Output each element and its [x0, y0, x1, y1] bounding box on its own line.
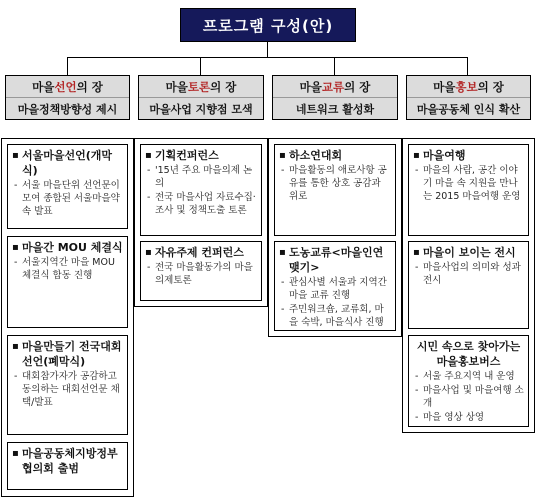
connector-col-2 [200, 57, 201, 75]
program-box [7, 144, 128, 229]
column-declaration [1, 138, 134, 497]
program-detail: - 마을의 사람, 공간 이야기 마을 속 지원을 만나는 2015 마을여행 운영 [413, 164, 524, 203]
program-title: ▪ 하소연대회 [279, 148, 391, 163]
program-detail: - 대회참가자가 공감하고 동의하는 대회선언문 채택/발표 [12, 370, 123, 409]
program-title: 시민 속으로 찾아가는 마을홍보버스 [416, 340, 521, 368]
program-detail: - 마을사업 및 마을여행 소개 [413, 384, 524, 410]
connector-col-4 [467, 57, 468, 75]
column-exchange [268, 138, 402, 337]
program-detail: - 서울 주요지역 내 운영 [413, 370, 524, 383]
column-promotion [402, 138, 535, 433]
program-detail: - 마을활동의 애로사항 공유를 통한 상호 공감과 위로 [279, 164, 391, 203]
program-title: ▪ 마을공동체지방정부 협의회 출범 [12, 446, 123, 476]
program-box [7, 335, 128, 435]
header-subtitle: 마을공동체 인식 확산 [416, 103, 521, 116]
program-title: ▪ 마을간 MOU 체결식 [12, 240, 123, 255]
program-box [408, 335, 529, 427]
program-box [140, 241, 262, 301]
program-title: ▪ 도농교류<마을인연맺기> [279, 245, 391, 275]
program-title: ▪ 마을여행 [413, 148, 524, 163]
header-subtitle: 네트워크 활성화 [295, 103, 375, 116]
program-detail: - '15년 주요 마을의제 논의 [145, 164, 257, 190]
connector-horizontal [67, 57, 468, 58]
program-box [274, 241, 396, 331]
connector-vertical-main [267, 42, 268, 57]
column-discussion [134, 138, 268, 307]
connector-col-1 [67, 57, 68, 75]
program-title: ▪ 기획컨퍼런스 [145, 148, 257, 163]
program-detail: - 주민워크숍, 교류회, 마을 숙박, 마을식사 진행 [279, 303, 391, 329]
program-detail: - 관심사별 서울과 지역간 마을 교류 진행 [279, 276, 391, 302]
program-detail: - 전국 마을사업 자료수집·조사 및 정책도출 토론 [145, 191, 257, 217]
program-detail: - 서울지역간 마을 MOU 체결식 합동 진행 [12, 256, 123, 282]
column-header-promotion [406, 75, 531, 120]
program-box [274, 144, 396, 236]
program-title: ▪ 마을만들기 전국대회 선언(폐막식) [12, 339, 123, 369]
header-subtitle: 마을정책방향성 제시 [17, 103, 118, 116]
header-title: 마을 교류 의 장 [273, 76, 397, 98]
program-box [7, 442, 128, 490]
column-header-discussion [138, 75, 264, 120]
connector-col-3 [334, 57, 335, 75]
program-detail: - 전국 마을활동가의 마을 의제토론 [145, 261, 257, 287]
program-detail: - 서울 마을단위 선언문이 모여 종합된 서울마을약속 발표 [12, 179, 123, 218]
program-title: ▪ 서울마을선언(개막식) [12, 148, 123, 178]
program-detail: - 마을 영상 상영 [413, 411, 524, 424]
header-title: 마을 홍보 의 장 [407, 76, 530, 98]
program-box [7, 236, 128, 328]
program-box [408, 144, 529, 236]
program-box [408, 241, 529, 329]
program-title: ▪ 마을이 보이는 전시 [413, 245, 524, 260]
header-subtitle: 마을사업 지향점 모색 [149, 103, 253, 116]
page-title: 프로그램 구성(안) [180, 8, 356, 42]
program-detail: - 마을사업의 의미와 성과 전시 [413, 261, 524, 287]
column-header-declaration [5, 75, 130, 120]
header-title: 마을 토론 의 장 [139, 76, 263, 98]
header-title: 마을 선언 의 장 [6, 76, 129, 98]
program-box [140, 144, 262, 236]
column-header-exchange [272, 75, 398, 120]
program-title: ▪ 자유주제 컨퍼런스 [145, 245, 257, 260]
